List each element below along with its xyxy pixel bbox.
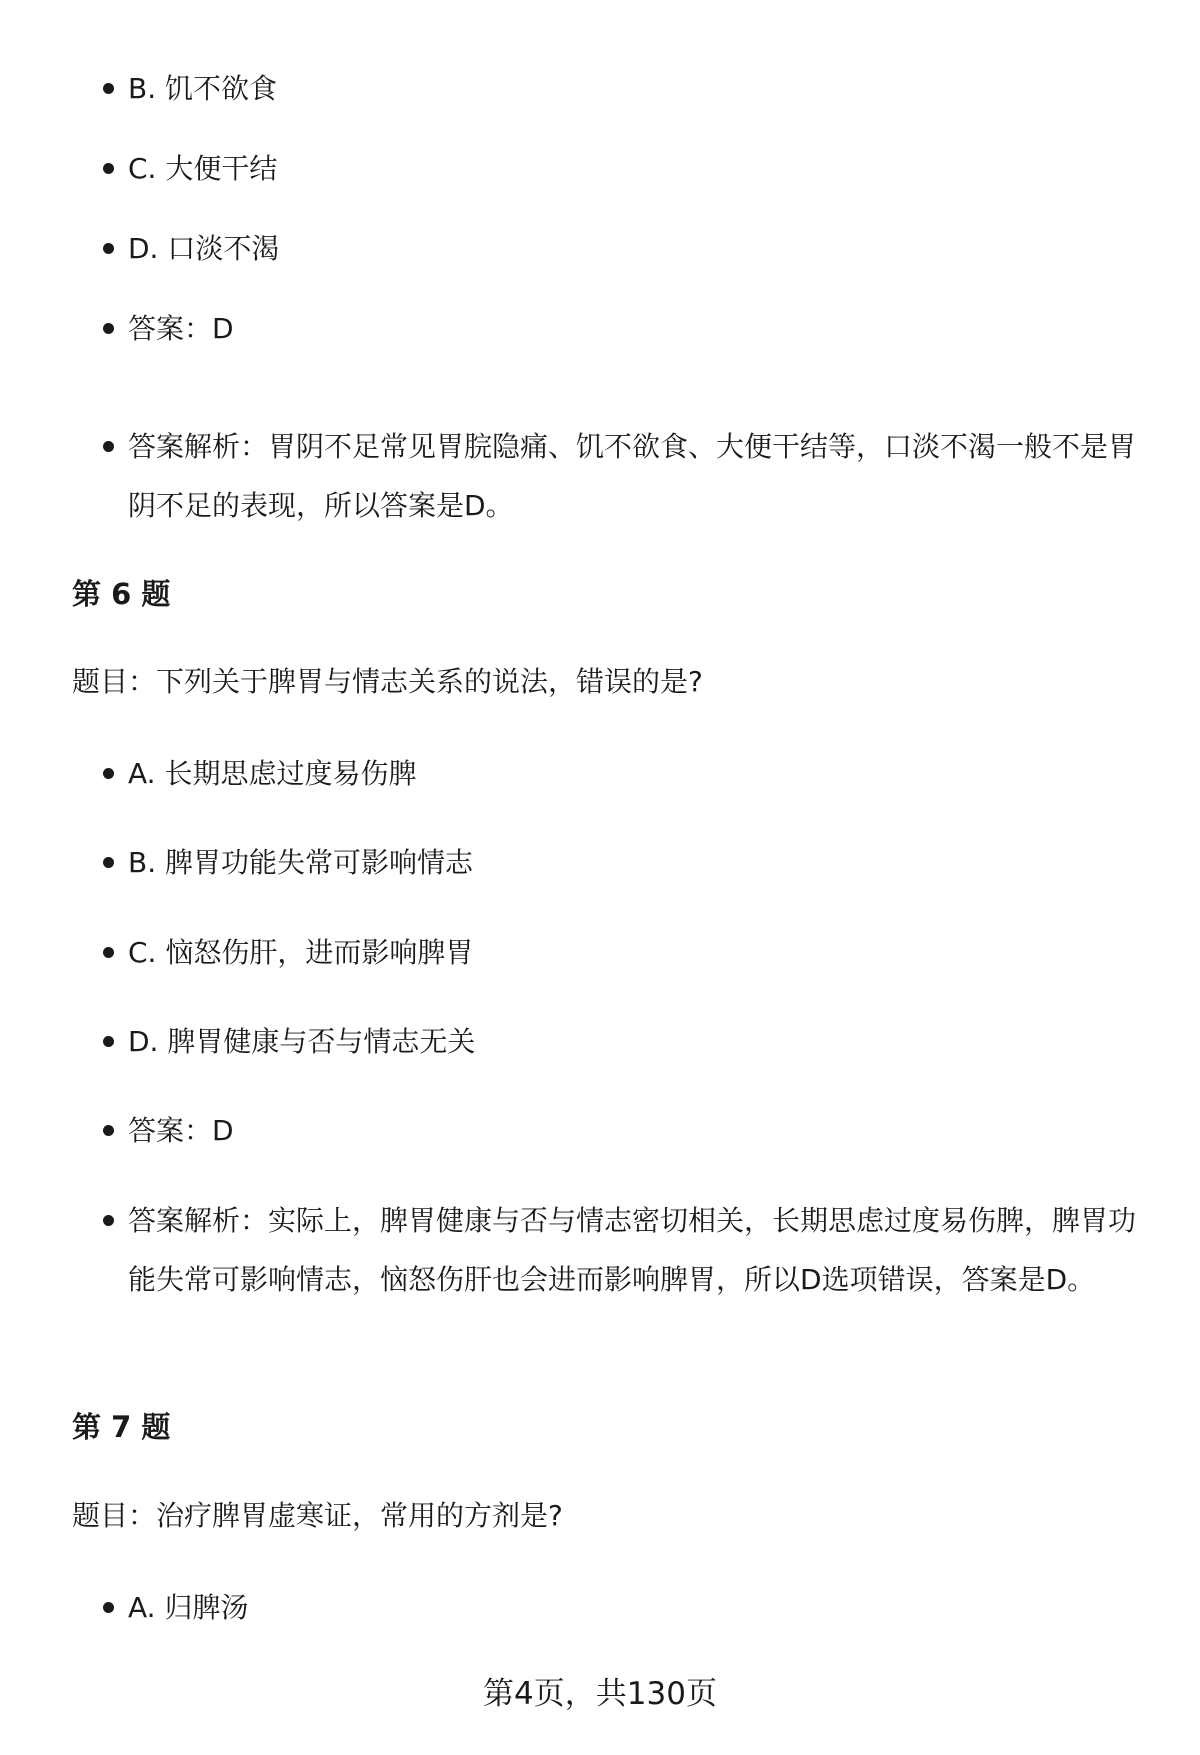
q6-option-d: D. 脾胃健康与否与情志无关 [128,1012,1140,1071]
q7-heading: 第 7 题 [72,1410,171,1444]
q5-option-b: B. 饥不欲食 [128,59,1140,118]
q7-option-a: A. 归脾汤 [128,1578,1140,1637]
q6-option-c: C. 恼怒伤肝，进而影响脾胃 [128,923,1140,982]
q6-option-b: B. 脾胃功能失常可影响情志 [128,833,1140,892]
q5-answer: 答案：D [128,299,1140,358]
q6-answer: 答案：D [128,1101,1140,1160]
q5-option-c: C. 大便干结 [128,139,1140,198]
q6-explanation: 答案解析：实际上，脾胃健康与否与情志密切相关，长期思虑过度易伤脾，脾胃功能失常可影响情志，恼怒伤肝也会进而影响脾胃，所以D选项错误，答案是D。 [128,1191,1140,1309]
page-number-footer: 第4页，共130页 [483,1676,717,1712]
q6-question: 题目：下列关于脾胃与情志关系的说法，错误的是? [72,665,703,698]
q6-heading: 第 6 题 [72,577,171,611]
q5-option-d: D. 口淡不渴 [128,219,1140,278]
q6-option-a: A. 长期思虑过度易伤脾 [128,744,1140,803]
q5-explanation: 答案解析：胃阴不足常见胃脘隐痛、饥不欲食、大便干结等，口淡不渴一般不是胃阴不足的表现，所以答案是D。 [128,417,1140,535]
q7-question: 题目：治疗脾胃虚寒证，常用的方剂是? [72,1499,563,1532]
